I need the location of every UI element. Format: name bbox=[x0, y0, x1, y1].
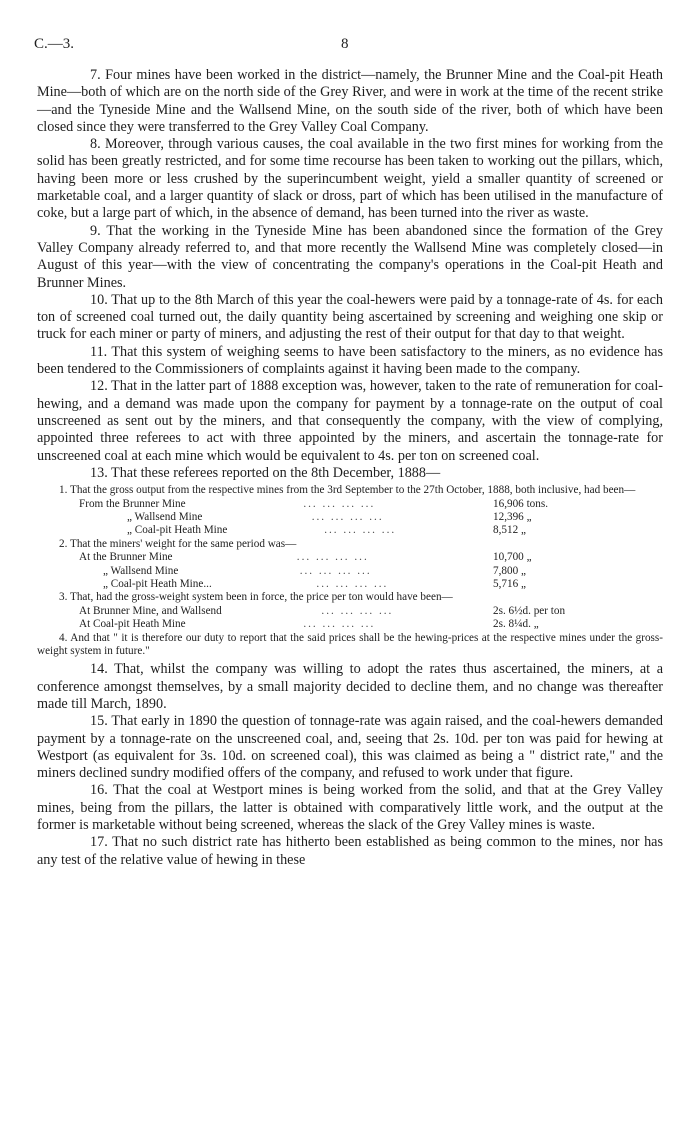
row-label: At Brunner Mine, and Wallsend bbox=[79, 604, 222, 617]
leader-dots: ... ... ... ... bbox=[303, 618, 376, 631]
page-body bbox=[37, 67, 663, 869]
paragraph-14: 14. That, whilst the company was willing to adopt the rates thus ascertained, the miners, at a conference amongst themselves, by a small majority decided to decline them, and no change was thereafter made till March, 1890. bbox=[37, 661, 663, 712]
leader-dots: ... ... ... ... bbox=[321, 604, 394, 617]
output-row bbox=[37, 524, 663, 537]
report-item-1: 1. That the gross output from the respective mines from the 3rd September to the 27th October, 1888, both inclusive, had been— bbox=[59, 484, 636, 497]
row-value: 16,906 tons. bbox=[493, 497, 549, 510]
paragraph-17: 17. That no such district rate has hitherto been established as being common to the mines, nor has any test of the relative value of hewing in these bbox=[37, 834, 663, 868]
row-label: „ Coal-pit Heath Mine bbox=[127, 524, 228, 537]
output-row bbox=[37, 498, 663, 511]
price-row bbox=[37, 618, 663, 631]
paragraph-7: 7. Four mines have been worked in the district—namely, the Brunner Mine and the Coal-pit Heath Mine—both of which are on the north side of the Grey River, and were in work at the time of the recent strike—and the Tyneside Mine and the Wallsend Mine, on the south side of the river, both of which have been closed since they were transferred to the Grey Valley Coal Company. bbox=[37, 67, 663, 135]
row-value: 12,396 „ bbox=[493, 510, 532, 523]
page-number: 8 bbox=[341, 36, 349, 52]
weight-row bbox=[37, 565, 663, 578]
output-row bbox=[37, 511, 663, 524]
row-value: 2s. 8¼d. „ bbox=[493, 618, 539, 631]
weight-row bbox=[37, 578, 663, 591]
paragraph-15: 15. That early in 1890 the question of tonnage-rate was again raised, and the coal-hewers demanded payment by a tonnage-rate on the unscreened coal, and, seeing that 2s. 10d. per ton was paid for hewing at Westport (as equivalent for 3s. 10d. on screened coal), this was claimed as being a " district rate," and the miners declined sundry modified offers of the company, and refused to work under that figure. bbox=[37, 713, 663, 782]
row-value: 7,800 „ bbox=[493, 564, 526, 577]
paragraph-8: 8. Moreover, through various causes, the coal available in the two first mines for working from the solid has been greatly restricted, and for some time recourse has been taken to working out the pillars, which, having been more or less crushed by the superincumbent weight, yield a smaller quantity of screened or marketable coal, and a larger quantity of slack or dross, part of which has been utilised in the manufacture of coke, but a large part of which, in the absence of demand, has been turned into the river as waste. bbox=[37, 136, 663, 222]
row-value: 8,512 „ bbox=[493, 524, 526, 537]
weight-row bbox=[37, 551, 663, 564]
row-value: 2s. 6½d. per ton bbox=[493, 604, 566, 617]
row-label: „ Wallsend Mine bbox=[103, 564, 179, 577]
report-item-3: 3. That, had the gross-weight system been in force, the price per ton would have been— bbox=[59, 591, 453, 604]
paragraph-9: 9. That the working in the Tyneside Mine has been abandoned since the formation of the Grey Valley Company already referred to, and that more recently the Wallsend Mine was completely closed—in August of this year—with the view of concentrating the company's operations in the Coal-pit Heath and Brunner Mines. bbox=[37, 222, 663, 291]
row-value: 10,700 „ bbox=[493, 551, 532, 564]
paragraph-11: 11. That this system of weighing seems to have been satisfactory to the miners, as no evidence has been tendered to the Commissioners of complaints against it having been made to the company. bbox=[37, 343, 663, 378]
report-item-4: 4. And that " it is therefore our duty to report that the said prices shall be the hewing-prices at the respective mines under the gross-weight system in future." bbox=[37, 631, 663, 657]
leader-dots: ... ... ... ... bbox=[296, 551, 369, 564]
paragraph-12: 12. That in the latter part of 1888 exception was, however, taken to the rate of remuneration for coal-hewing, and a demand was made upon the company for payment by a tonnage-rate on the output of coal unscreened as sent out by the miners, and that consequently the company, with the view of complying, appointed three referees to act with three appointed by the miners, and ascertain the tonnage-rate for unscreened coal at each mine which would be equivalent to 4s. per ton on screened coal. bbox=[37, 378, 663, 464]
leader-dots: ... ... ... ... bbox=[299, 564, 372, 577]
row-label: At Coal-pit Heath Mine bbox=[79, 618, 186, 631]
row-label: „ Wallsend Mine bbox=[127, 510, 203, 523]
paragraph-13: 13. That these referees reported on the 8th December, 1888— bbox=[90, 464, 441, 481]
document-reference: C.—3. bbox=[34, 36, 75, 52]
paragraph-10: 10. That up to the 8th March of this year the coal-hewers were paid by a tonnage-rate of 4s. for each ton of screened coal turned out, the daily quantity being ascertained by screening and weighing one skip or truck for each miner or party of miners, and adjusting the rest of their output for that day to that weight. bbox=[37, 291, 663, 343]
row-label: At the Brunner Mine bbox=[79, 551, 173, 564]
price-row bbox=[37, 605, 663, 618]
leader-dots: ... ... ... ... bbox=[311, 510, 384, 523]
row-label: From the Brunner Mine bbox=[79, 497, 186, 510]
paragraph-16: 16. That the coal at Westport mines is being worked from the solid, and that at the Grey Valley mines, being from the pillars, the latter is obtained with comparatively little work, and the output at the former is marketable without being screened, whereas the slack of the Grey Valley mines is waste. bbox=[37, 782, 663, 834]
referees-report bbox=[37, 484, 663, 658]
leader-dots: ... ... ... ... bbox=[316, 577, 389, 590]
leader-dots: ... ... ... ... bbox=[324, 524, 397, 537]
row-value: 5,716 „ bbox=[493, 577, 526, 590]
leader-dots: ... ... ... ... bbox=[303, 497, 376, 510]
row-label: „ Coal-pit Heath Mine... bbox=[103, 577, 212, 590]
report-item-2: 2. That the miners' weight for the same period was— bbox=[59, 537, 297, 550]
